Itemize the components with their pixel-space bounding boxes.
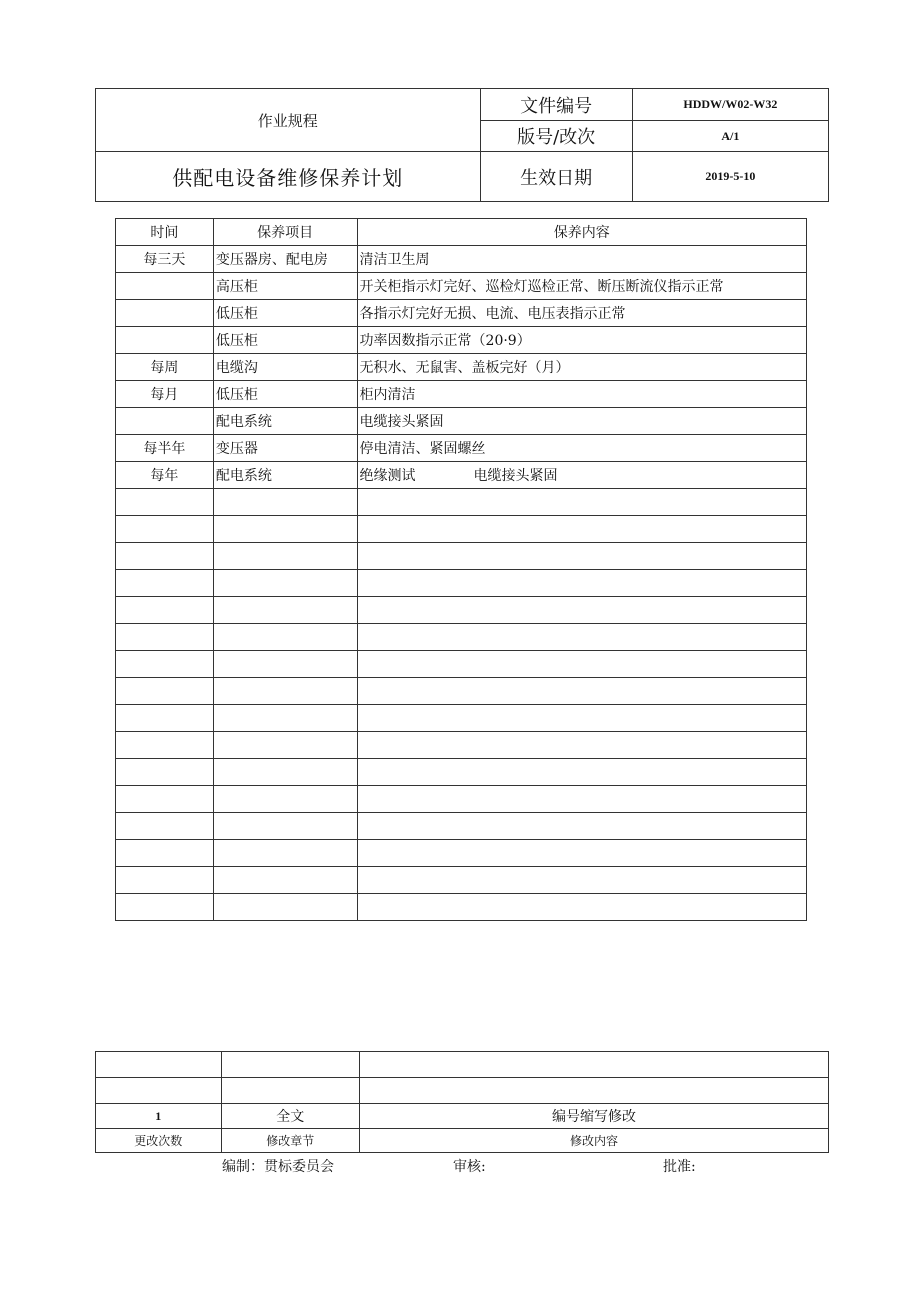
plan-blank-row [116, 867, 807, 894]
maintenance-plan-table [115, 218, 807, 921]
revision-section: 全文 [221, 1104, 360, 1129]
plan-item-cell: 低压柜 [213, 300, 357, 327]
plan-content-cell: 各指示灯完好无损、电流、电压表指示正常 [357, 300, 806, 327]
label-change-count: 更改次数 [96, 1129, 222, 1153]
plan-item-cell: 变压器 [213, 435, 357, 462]
plan-time-cell [116, 300, 214, 327]
plan-time-cell [116, 327, 214, 354]
plan-item-cell: 配电系统 [213, 462, 357, 489]
doc-type: 作业规程 [96, 89, 481, 152]
label-modified-section: 修改章节 [221, 1129, 360, 1153]
plan-blank-row [116, 732, 807, 759]
file-number-value: HDDW/W02-W32 [632, 89, 828, 121]
plan-row [116, 381, 807, 408]
header-item: 保养项目 [213, 219, 357, 246]
revision-table [95, 1051, 829, 1153]
file-number-label: 文件编号 [480, 89, 632, 121]
plan-blank-row [116, 705, 807, 732]
plan-blank-row [116, 516, 807, 543]
plan-row [116, 462, 807, 489]
plan-time-cell: 每三天 [116, 246, 214, 273]
plan-blank-row [116, 840, 807, 867]
plan-blank-row [116, 759, 807, 786]
plan-content-cell: 开关柜指示灯完好、巡检灯巡检正常、断压断流仪指示正常 [357, 273, 806, 300]
plan-blank-row [116, 678, 807, 705]
document-header [95, 88, 829, 202]
plan-time-cell [116, 408, 214, 435]
plan-time-cell: 每周 [116, 354, 214, 381]
plan-content-cell: 电缆接头紧固 [357, 408, 806, 435]
revision-content: 编号缩写修改 [360, 1104, 829, 1129]
version-label: 版号/改次 [480, 121, 632, 152]
version-value: A/1 [632, 121, 828, 152]
plan-blank-row [116, 597, 807, 624]
revision-label-row [96, 1129, 829, 1153]
plan-blank-row [116, 786, 807, 813]
revision-blank-row [96, 1052, 829, 1078]
header-time: 时间 [116, 219, 214, 246]
reviewer-label: 审核: [453, 1159, 486, 1175]
plan-header-row [116, 219, 807, 246]
plan-item-cell: 低压柜 [213, 381, 357, 408]
compiled-by: 编制：贯标委员会 [222, 1159, 334, 1175]
plan-row [116, 246, 807, 273]
plan-blank-row [116, 651, 807, 678]
plan-content-cell: 功率因数指示正常（20·9） [357, 327, 806, 354]
plan-row [116, 273, 807, 300]
plan-blank-row [116, 570, 807, 597]
plan-row [116, 408, 807, 435]
header-content: 保养内容 [357, 219, 806, 246]
plan-content-cell: 柜内清洁 [357, 381, 806, 408]
plan-row [116, 354, 807, 381]
revision-row [96, 1104, 829, 1129]
plan-row [116, 327, 807, 354]
plan-content-cell: 停电清洁、紧固螺丝 [357, 435, 806, 462]
plan-time-cell: 每年 [116, 462, 214, 489]
doc-title: 供配电设备维修保养计划 [96, 152, 481, 202]
plan-item-cell: 电缆沟 [213, 354, 357, 381]
plan-blank-row [116, 624, 807, 651]
plan-time-cell [116, 273, 214, 300]
plan-row [116, 435, 807, 462]
revision-number: 1 [96, 1104, 222, 1129]
plan-item-cell: 配电系统 [213, 408, 357, 435]
plan-row [116, 300, 807, 327]
plan-blank-row [116, 813, 807, 840]
effective-date-value: 2019-5-10 [632, 152, 828, 202]
plan-blank-row [116, 489, 807, 516]
plan-content-cell: 清洁卫生周 [357, 246, 806, 273]
plan-blank-row [116, 894, 807, 921]
plan-content-cell: 绝缘测试 电缆接头紧固 [357, 462, 806, 489]
revision-blank-row [96, 1078, 829, 1104]
plan-item-cell: 变压器房、配电房 [213, 246, 357, 273]
plan-item-cell: 低压柜 [213, 327, 357, 354]
plan-item-cell: 高压柜 [213, 273, 357, 300]
plan-time-cell: 每月 [116, 381, 214, 408]
effective-date-label: 生效日期 [480, 152, 632, 202]
plan-blank-row [116, 543, 807, 570]
plan-content-extra: 电缆接头紧固 [473, 468, 558, 484]
approver-label: 批准: [663, 1159, 696, 1175]
plan-time-cell: 每半年 [116, 435, 214, 462]
plan-content-cell: 无积水、无鼠害、盖板完好（月） [357, 354, 806, 381]
label-modified-content: 修改内容 [360, 1129, 829, 1153]
